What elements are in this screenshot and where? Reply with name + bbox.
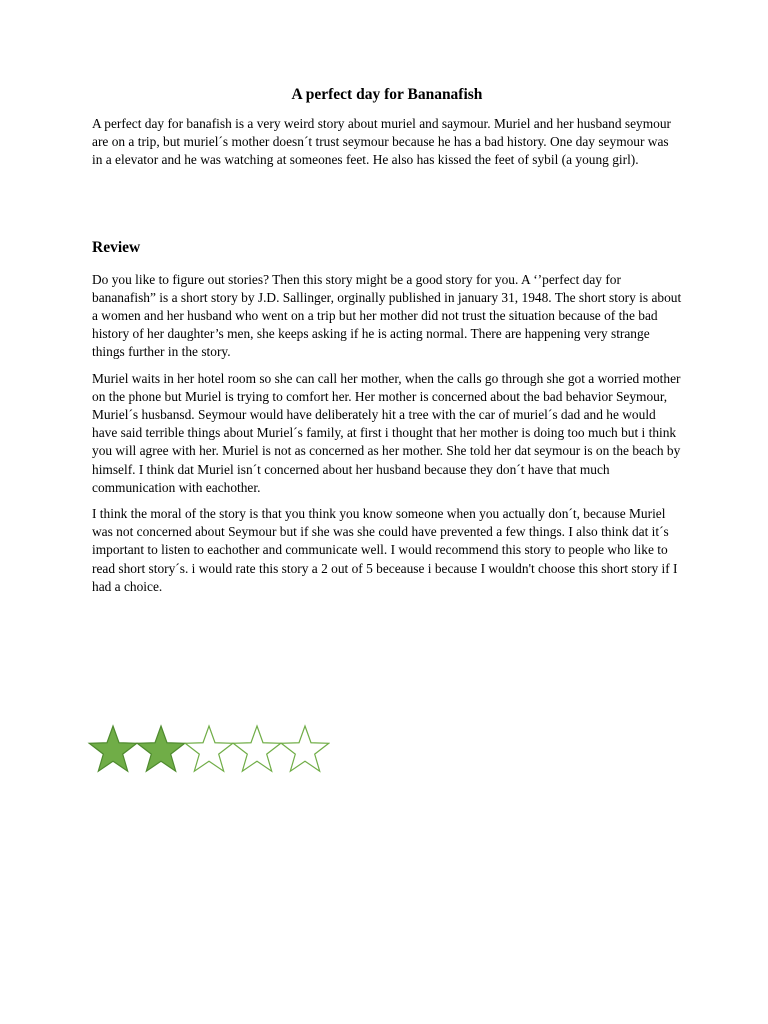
document-title: A perfect day for Bananafish [291,86,483,103]
star-rating-graphic [86,724,330,776]
review-paragraph-3: I think the moral of the story is that you think you know someone when you actually don´t, because Muriel was not concerned about Seymour but if she was she could have prevented a few things. I also think dat it´s important to listen to eachother and communicate well. I would recommend this story to people who like to read short story´s. i would rate this story a 2 out of 5 beceause i because I wouldn't choose this short story if I had a choice. [92,506,678,594]
document-page [92,86,682,604]
empty-star-icon [185,726,233,771]
filled-star-icon [137,726,185,771]
empty-star-icon [233,726,281,771]
intro-paragraph: A perfect day for banafish is a very weird story about muriel and saymour. Muriel and her husband seymour are on a trip, but muriel´s mother doesn´t trust seymour because he has a bad history. One day seymour was in a elevator and he was watching at someones feet. He also has kissed the feet of sybil (a young girl). [92,116,671,168]
star-rating [86,724,330,776]
review-paragraph-1: Do you like to figure out stories? Then this story might be a good story for you. A ‘’perfect day for bananafish” is a short story by J.D. Sallinger, orginally published in january 31, 1948. The short story is about a women and her husband who went on a trip but her mother did not trust the situation because of the bad history of her daughter’s men, she keeps asking if he is acting normal. There are happening very strange things further in the story. [92,271,682,360]
review-paragraph-2: Muriel waits in her hotel room so she can call her mother, when the calls go through she got a worried mother on the phone but Muriel is trying to comfort her. Her mother is concerned about the bad behavior Seymour, Muriel´s husbansd. Seymour would have deliberately hit a tree with the car of muriel´s dad and he would have said terrible things about Muriel´s family, at first i thought that her mother is doing too much but i think you will agree with her. Muriel is not as concerned as her mother. She told her dat seymour is on the beach by himself. I think dat Muriel isn´t concerned about her husband because they don´t have that much communication with eachother. [92,370,681,495]
filled-star-icon [89,726,137,771]
review-heading: Review [92,238,141,256]
empty-star-icon [281,726,329,771]
